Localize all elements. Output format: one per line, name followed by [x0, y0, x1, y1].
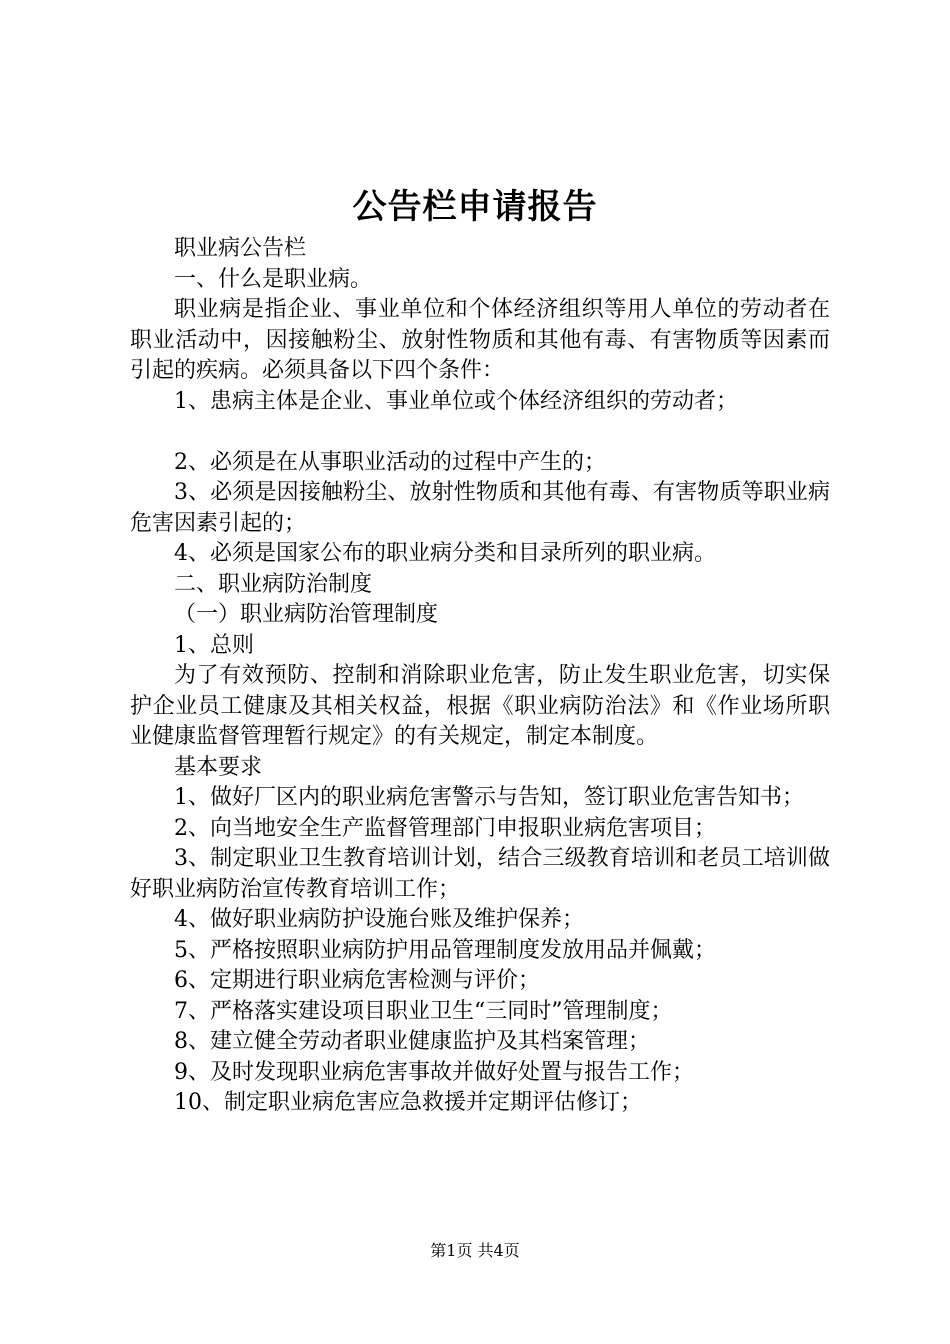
- list-item-requirement-9: 9、及时发现职业病危害事故并做好处置与报告工作；: [174, 1059, 694, 1085]
- heading-management-system: （一）职业病防治管理制度: [174, 602, 439, 627]
- list-item-requirement-8: 8、建立健全劳动者职业健康监护及其档案管理；: [174, 1029, 650, 1054]
- list-item-condition-2: 2、必须是在从事职业活动的过程中产生的；: [174, 449, 606, 475]
- list-item-requirement-4: 4、做好职业病防护设施台账及维护保养；: [174, 907, 584, 932]
- heading-prevention-system: 二、职业病防治制度: [174, 571, 373, 597]
- heading-general-provisions: 1、总则: [174, 632, 254, 658]
- list-item-requirement-1: 1、做好厂区内的职业病危害警示与告知，签订职业危害告知书；: [174, 785, 804, 810]
- list-item-requirement-2: 2、向当地安全生产监督管理部门申报职业病危害项目；: [174, 815, 716, 841]
- list-item-requirement-3: 3、制定职业卫生教育培训计划，结合三级教育培训和老员工培训做好职业病防治宣传教育培训工作；: [130, 846, 830, 902]
- paragraph-purpose: 为了有效预防、控制和消除职业危害，防止发生职业危害，切实保护企业员工健康及其相关权益，根据《职业病防治法》和《作业场所职业健康监督管理暂行规定》的有关规定，制定本制度。: [130, 663, 830, 749]
- document-title: 公告栏申请报告: [352, 187, 598, 227]
- paragraph-notice-board: 职业病公告栏: [174, 236, 307, 261]
- list-item-requirement-5: 5、严格按照职业病防护用品管理制度发放用品并佩戴；: [174, 937, 716, 963]
- list-item-requirement-6: 6、定期进行职业病危害检测与评价；: [174, 968, 540, 993]
- heading-what-is-occupational-disease: 一、什么是职业病。: [174, 266, 373, 292]
- document-body: [130, 234, 830, 1119]
- blank-line: [130, 417, 830, 448]
- list-item-condition-3: 3、必须是因接触粉尘、放射性物质和其他有毒、有害物质等职业病危害因素引起的；: [130, 480, 830, 536]
- list-item-requirement-10: 10、制定职业病危害应急救援并定期评估修订；: [174, 1090, 642, 1115]
- paragraph-definition: 职业病是指企业、事业单位和个体经济组织等用人单位的劳动者在职业活动中，因接触粉尘、放射性物质和其他有毒、有害物质等因素而引起的疾病。必须具备以下四个条件：: [130, 297, 830, 383]
- page-footer: 第1页 共4页: [430, 1241, 520, 1260]
- list-item-requirement-7: 7、严格落实建设项目职业卫生“三同时”管理制度；: [174, 998, 673, 1024]
- list-item-condition-4: 4、必须是国家公布的职业病分类和目录所列的职业病。: [174, 541, 716, 566]
- list-item-condition-1: 1、患病主体是企业、事业单位或个体经济组织的劳动者；: [174, 388, 738, 414]
- heading-basic-requirements: 基本要求: [174, 754, 263, 780]
